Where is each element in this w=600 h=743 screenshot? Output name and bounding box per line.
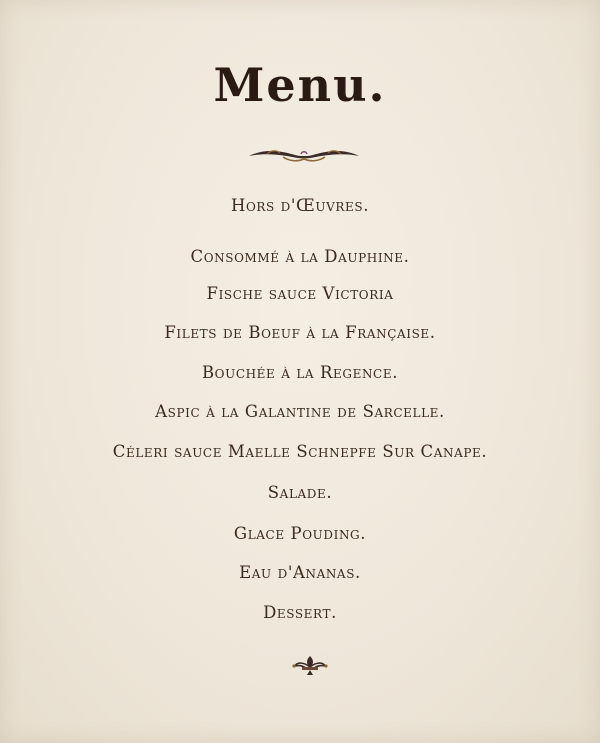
menu-item: Eau d'Ananas. [239,563,361,582]
menu-item: Consommé à la Dauphine. [190,247,410,266]
menu-item: Glace Pouding. [233,524,367,543]
menu-item: Bouchée à la Regence. [201,363,399,382]
fleur-de-lis-icon [290,653,330,677]
menu-item: Céleri sauce Maelle Schnepfe Sur Canape. [112,442,488,461]
menu-item: Salade. [267,483,333,502]
menu-item: Filets de Boeuf à la Française. [164,323,436,342]
menu-title: Menu. [213,58,387,112]
menu-item: Aspic à la Galantine de Sarcelle. [155,402,445,421]
menu-item: Fische sauce Victoria [206,284,394,303]
menu-item: Hors d'Œuvres. [230,196,370,215]
flourish-divider-icon [245,146,363,166]
menu-item: Dessert. [263,603,337,622]
menu-items-list [0,196,600,623]
